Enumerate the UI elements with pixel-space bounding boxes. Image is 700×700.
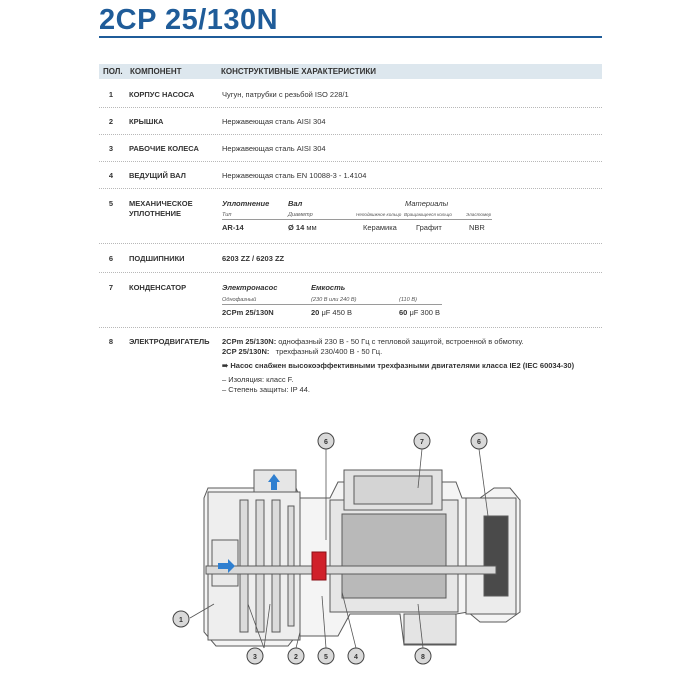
page-title: 2CP 25/130N [99, 4, 279, 36]
row-3-value: Нержавеющая сталь AISI 304 [222, 144, 326, 153]
row-6-value: 6203 ZZ / 6203 ZZ [222, 254, 285, 263]
callout-label: 4 [354, 654, 358, 661]
shaft-diameter: Ø 14 мм [288, 223, 317, 232]
fixed-ring-material: Керамика [363, 223, 397, 232]
callout-3 [246, 647, 264, 665]
callout-1 [172, 610, 190, 628]
row-3-component: РАБОЧИЕ КОЛЕСА [129, 144, 199, 153]
elastomer-material: NBR [469, 223, 485, 232]
header-component: КОМПОНЕНТ [130, 67, 182, 76]
callout-7 [413, 432, 431, 450]
capacitor-model: 2CPm 25/130N [222, 308, 274, 317]
header-characteristics: КОНСТРУКТИВНЫЕ ХАРАКТЕРИСТИКИ [221, 67, 376, 76]
callout-6-left [317, 432, 335, 450]
row-1-value: Чугун, патрубки с резьбой ISO 228/1 [222, 90, 349, 99]
capacity-heading: Емкость [311, 283, 346, 292]
row-7-component: КОНДЕНСАТОР [129, 283, 187, 292]
row-4-value: Нержавеющая сталь EN 10088-3 - 1.4104 [222, 171, 367, 180]
row-1-component: КОРПУС НАСОСА [129, 90, 195, 99]
rotating-ring-material: Графит [416, 223, 442, 232]
row-6-component: ПОДШИПНИКИ [129, 254, 185, 263]
sub-rotating-ring: Вращающееся кольцо [404, 212, 452, 217]
row-3-num: 3 [108, 144, 113, 153]
header-pos: ПОЛ. [103, 67, 123, 76]
row-5-component-line1: МЕХАНИЧЕСКОЕ [129, 199, 193, 208]
seal-type: AR-14 [222, 223, 244, 232]
motor-protection: – Степень защиты: IP 44. [222, 385, 310, 394]
pump-heading: Электронасос [222, 283, 278, 292]
row-2-value: Нержавеющая сталь AISI 304 [222, 117, 326, 126]
callout-label: 6 [324, 439, 328, 446]
row-5-component-line2: УПЛОТНЕНИЕ [129, 209, 181, 218]
callout-label: 6 [477, 439, 481, 446]
row-4-component: ВЕДУЩИЙ ВАЛ [129, 171, 186, 180]
sub-single-phase: Однофазный [222, 297, 257, 303]
callout-label: 5 [324, 654, 328, 661]
motor-line-three-phase: 2CP 25/130N: трехфазный 230/400 В - 50 Гц. [222, 347, 383, 356]
callout-8 [414, 647, 432, 665]
sub-elastomer: Эластомер [466, 212, 492, 217]
callout-label: 3 [253, 654, 257, 661]
arrow-icon: ➠ [222, 361, 229, 370]
callout-2 [287, 647, 305, 665]
callout-label: 8 [421, 654, 425, 661]
callout-5 [317, 647, 335, 665]
row-7-num: 7 [108, 283, 113, 292]
shaft-heading: Вал [288, 199, 303, 208]
sub-fixed-ring: Неподвижное кольцо [356, 212, 402, 217]
row-2-component: КРЫШКА [129, 117, 164, 126]
capacitance-230: 20 μF 450 В [311, 308, 353, 317]
row-6-num: 6 [108, 254, 113, 263]
row-1-num: 1 [108, 90, 113, 99]
callout-label: 7 [420, 439, 424, 446]
sub-230-240: (230 В или 240 В) [311, 297, 357, 303]
materials-heading: Материалы [405, 199, 449, 208]
motor-efficiency-note: ➠ Насос снабжен высокоэффективными трехфазными двигателями класса IE2 (IEC 60034-30) [222, 361, 575, 370]
sub-type: Тип [222, 212, 232, 218]
row-5-num: 5 [108, 199, 113, 208]
motor-line-single-phase: 2CPm 25/130N: однофазный 230 В - 50 Гц с тепловой защитой, встроенной в обмотку. [222, 337, 524, 346]
callout-label: 2 [294, 654, 298, 661]
row-2-num: 2 [108, 117, 113, 126]
sub-diameter: Диаметр [288, 212, 313, 218]
row-8-num: 8 [108, 337, 113, 346]
callout-6-right [470, 432, 488, 450]
sub-110: (110 В) [399, 297, 417, 303]
callout-4 [347, 647, 365, 665]
motor-insulation: – Изоляция: класс F. [222, 375, 294, 384]
row-8-component: ЭЛЕКТРОДВИГАТЕЛЬ [129, 337, 210, 346]
seal-heading: Уплотнение [222, 199, 270, 208]
capacitance-110: 60 μF 300 В [399, 308, 441, 317]
row-4-num: 4 [108, 171, 113, 180]
callout-label: 1 [179, 617, 183, 624]
